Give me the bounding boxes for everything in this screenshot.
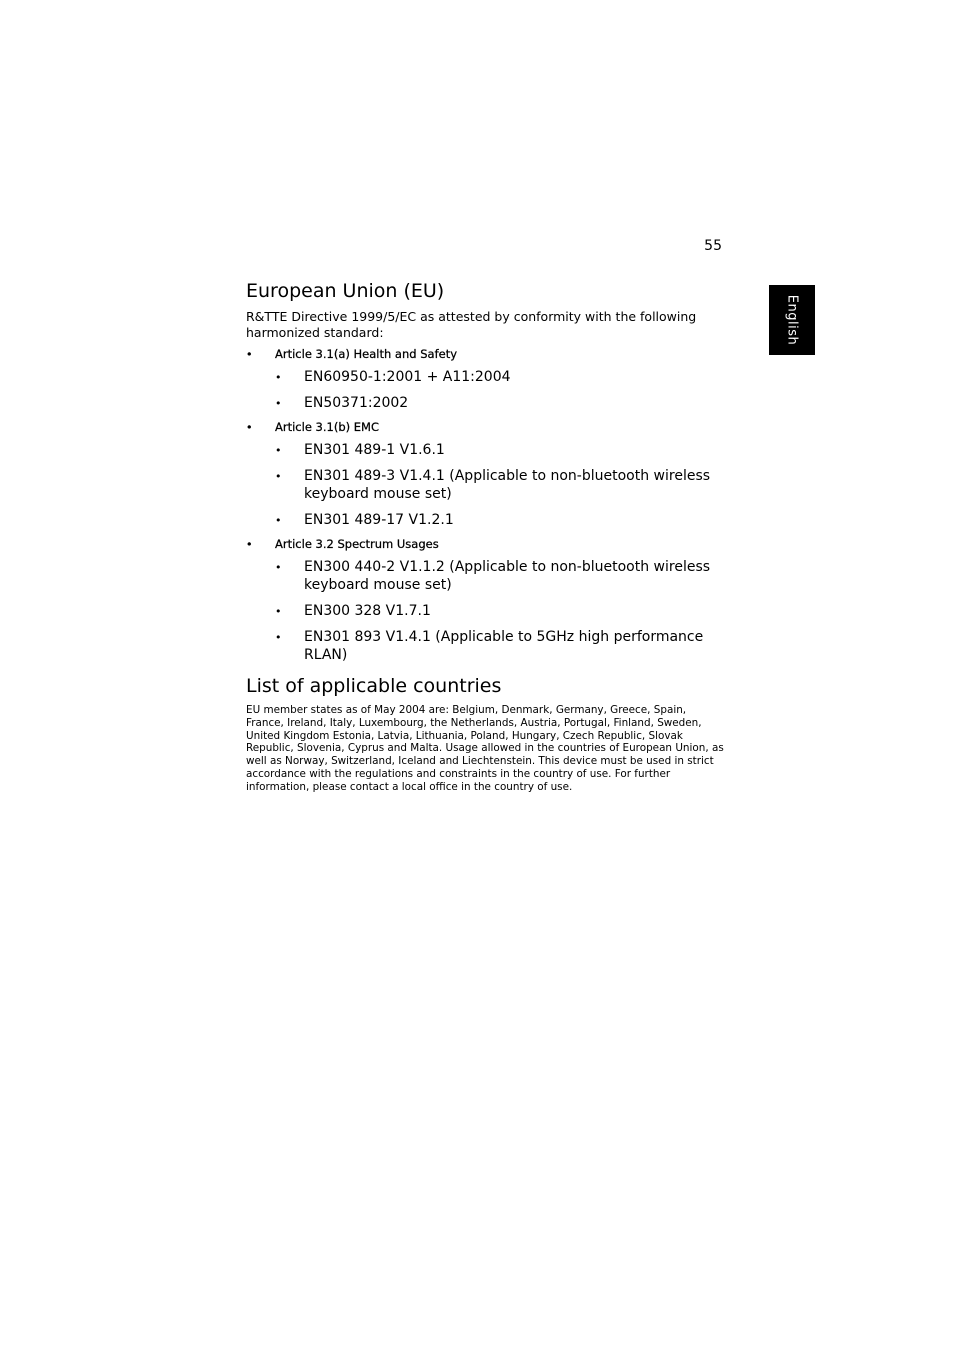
- standard-item: [246, 368, 726, 386]
- language-tab: [769, 285, 815, 355]
- bullet-icon: •: [275, 561, 282, 574]
- bullet-icon: •: [246, 348, 253, 361]
- standard-text: EN301 893 V1.4.1 (Applicable to 5GHz high performance RLAN): [304, 629, 704, 663]
- article-item: [246, 347, 726, 412]
- standard-item: [246, 511, 726, 529]
- standard-item: [246, 628, 726, 664]
- standard-text: EN60950-1:2001 + A11:2004: [304, 369, 511, 385]
- countries-heading: List of applicable countries: [246, 675, 502, 697]
- bullet-icon: •: [275, 444, 282, 457]
- bullet-icon: •: [275, 514, 282, 527]
- bullet-icon: •: [275, 371, 282, 384]
- bullet-icon: •: [275, 470, 282, 483]
- page-number: 55: [704, 238, 722, 254]
- article-item: [246, 420, 726, 529]
- standard-text: EN300 328 V1.7.1: [304, 603, 431, 619]
- language-tab-label: English: [784, 294, 800, 346]
- standard-item: [246, 441, 726, 459]
- standard-text: EN50371:2002: [304, 395, 409, 411]
- bullet-icon: •: [275, 605, 282, 618]
- standard-item: [246, 602, 726, 620]
- standard-text: EN301 489-17 V1.2.1: [304, 512, 454, 528]
- standard-text: EN301 489-1 V1.6.1: [304, 442, 445, 458]
- standard-list: [246, 558, 726, 664]
- bullet-icon: •: [275, 631, 282, 644]
- bullet-icon: •: [246, 538, 253, 551]
- page-content: [246, 279, 726, 794]
- standard-item: [246, 467, 726, 503]
- bullet-icon: •: [275, 397, 282, 410]
- eu-heading: European Union (EU): [246, 280, 445, 302]
- standard-list: [246, 368, 726, 412]
- article-item: [246, 537, 726, 664]
- article-title: Article 3.1(b) EMC: [275, 420, 379, 434]
- article-title: Article 3.1(a) Health and Safety: [275, 347, 458, 361]
- countries-text: EU member states as of May 2004 are: Belgium, Denmark, Germany, Greece, Spain, France, Ireland, Italy, Luxembourg, the Netherlands, Austria, Portugal, Finland, Sweden, United Kingdom Estonia, Latvia, Lithuania, Poland, Hungary, Czech Republic, Slovak Republic, Slovenia, Cyprus and Malta. Usage allowed in the countries of European Union, as well as Norway, Switzerland, Iceland and Liechtenstein. This device must be used in strict accordance with the regulations and constraints in the country of use. For further information, please contact a local office in the country of use.: [246, 704, 724, 793]
- standard-item: [246, 394, 726, 412]
- eu-intro: R&TTE Directive 1999/5/EC as attested by conformity with the following harmonized standard:: [246, 309, 697, 340]
- standard-list: [246, 441, 726, 529]
- standard-item: [246, 558, 726, 594]
- standard-text: EN300 440-2 V1.1.2 (Applicable to non-bluetooth wireless keyboard mouse set): [304, 559, 711, 593]
- article-title: Article 3.2 Spectrum Usages: [275, 537, 439, 551]
- standard-text: EN301 489-3 V1.4.1 (Applicable to non-bluetooth wireless keyboard mouse set): [304, 468, 711, 502]
- bullet-icon: •: [246, 421, 253, 434]
- article-list: [246, 347, 726, 664]
